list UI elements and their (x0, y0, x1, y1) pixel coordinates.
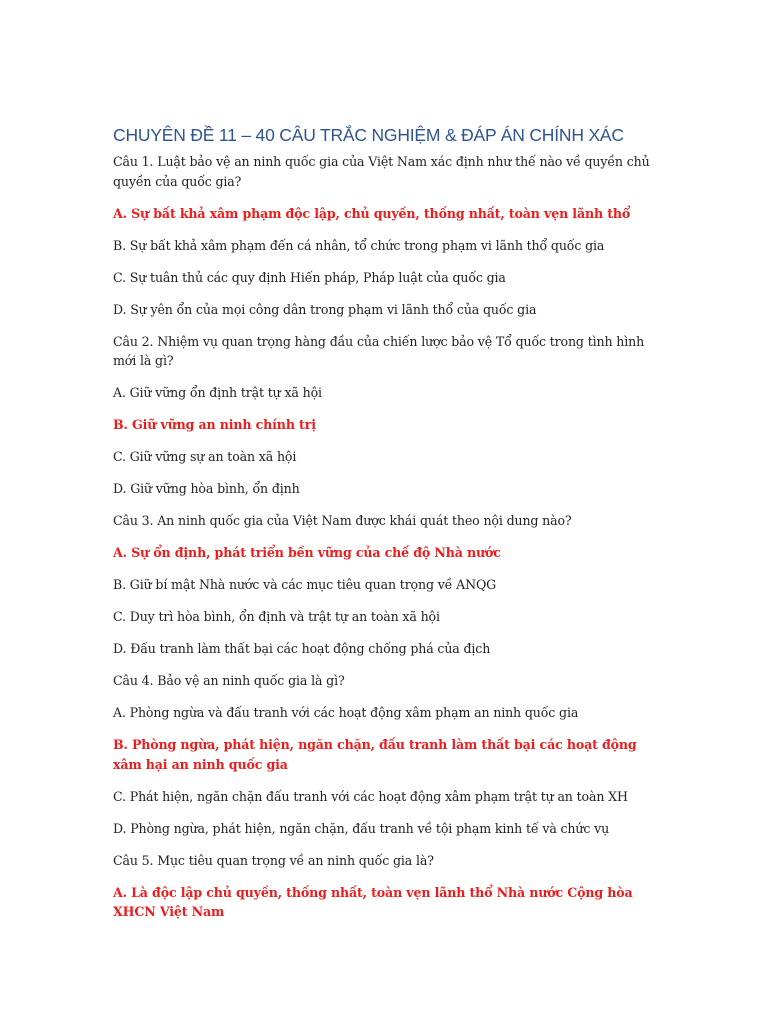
q3-answer-c: C. Duy trì hòa bình, ổn định và trật tự an toàn xã hội (113, 609, 440, 624)
q2-answer-d: D. Giữ vững hòa bình, ổn định (113, 481, 300, 496)
q1-answer-d: D. Sự yên ổn của mọi công dân trong phạm vi lãnh thổ của quốc gia (113, 301, 537, 317)
q3-answer-d: D. Đấu tranh làm thất bại các hoạt động chống phá của địch (113, 641, 491, 656)
question-2: Câu 2. Nhiệm vụ quan trọng hàng đầu của chiến lược bảo vệ Tổ quốc trong tình hình mới là gì? (113, 333, 645, 368)
document-title: CHUYÊN ĐỀ 11 – 40 CÂU TRẮC NGHIỆM & ĐÁP ÁN CHÍNH XÁC (113, 125, 624, 145)
q4-answer-a: A. Phòng ngừa và đấu tranh với các hoạt động xâm phạm an ninh quốc gia (113, 705, 579, 720)
q3-answer-a-correct: A. Sự ổn định, phát triển bền vững của chế độ Nhà nước (113, 545, 501, 560)
q3-answer-b: B. Giữ bí mật Nhà nước và các mục tiêu quan trọng về ANQG (113, 577, 497, 592)
q2-answer-b-correct: B. Giữ vững an ninh chính trị (113, 417, 316, 432)
question-3: Câu 3. An ninh quốc gia của Việt Nam được khái quát theo nội dung nào? (113, 513, 572, 528)
question-4: Câu 4. Bảo vệ an ninh quốc gia là gì? (113, 673, 345, 688)
q1-answer-b: B. Sự bất khả xâm phạm đến cá nhân, tổ chức trong phạm vi lãnh thổ quốc gia (113, 237, 605, 253)
q2-answer-c: C. Giữ vững sự an toàn xã hội (113, 449, 297, 464)
q4-answer-d: D. Phòng ngừa, phát hiện, ngăn chặn, đấu tranh về tội phạm kinh tế và chức vụ (113, 820, 610, 836)
document-content (113, 124, 653, 934)
q4-answer-c: C. Phát hiện, ngăn chặn đấu tranh với các hoạt động xâm phạm trật tự an toàn XH (113, 788, 628, 804)
question-1: Câu 1. Luật bảo vệ an ninh quốc gia của Việt Nam xác định như thế nào về quyền chủ quyền của quốc gia? (113, 154, 650, 189)
q1-answer-a-correct: A. Sự bất khả xâm phạm độc lập, chủ quyền, thống nhất, toàn vẹn lãnh thổ (113, 205, 631, 221)
q1-answer-c: C. Sự tuân thủ các quy định Hiến pháp, Pháp luật của quốc gia (113, 269, 506, 285)
question-5: Câu 5. Mục tiêu quan trọng về an ninh quốc gia là? (113, 852, 434, 868)
q5-answer-a-correct: A. Là độc lập chủ quyền, thống nhất, toàn vẹn lãnh thổ Nhà nước Cộng hòa XHCN Việt Nam (113, 884, 633, 919)
q4-answer-b-correct: B. Phòng ngừa, phát hiện, ngăn chặn, đấu tranh làm thất bại các hoạt động xâm hại an ninh quốc gia (113, 737, 637, 772)
q2-answer-a: A. Giữ vững ổn định trật tự xã hội (113, 385, 322, 400)
